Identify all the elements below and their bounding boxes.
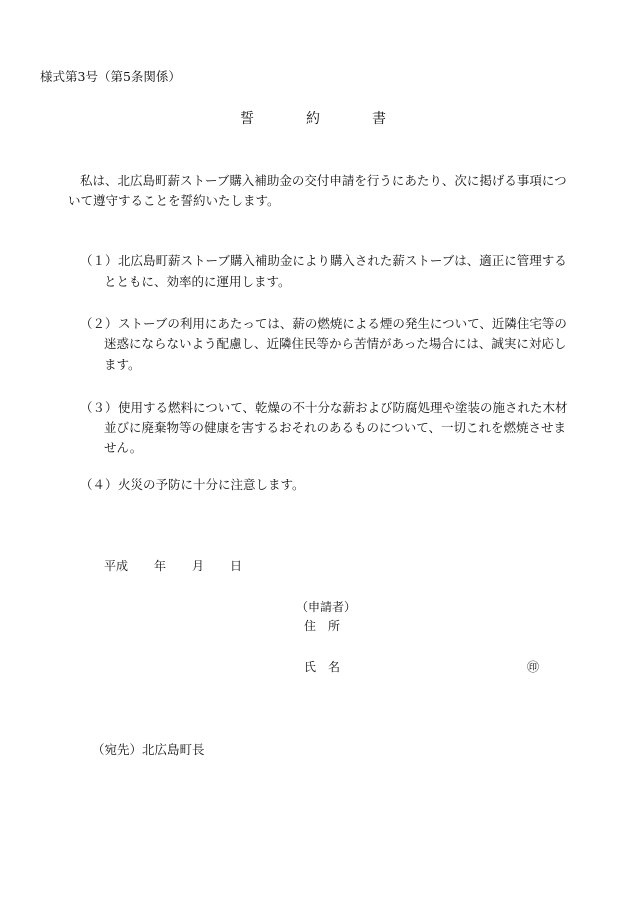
item-2-line-2: 迷惑にならないよう配慮し、近隣住民等から苦情があった場合には、誠実に対応し: [104, 336, 567, 351]
item-3-number: （３）: [80, 400, 118, 415]
item-3-line-2: 並びに廃棄物等の健康を害するおそれのあるものについて、一切これを燃焼させま: [104, 420, 567, 435]
addressee: （宛先）北広島町長: [92, 742, 205, 757]
name-label: 氏 名: [304, 660, 341, 674]
address-label: 住 所: [304, 619, 341, 633]
item-1-line-1: 北広島町薪ストーブ購入補助金により購入された薪ストーブは、適正に管理する: [118, 253, 567, 268]
seal-mark: ㊞: [527, 660, 540, 674]
intro-line-2: いて遵守することを誓約いたします。: [68, 193, 280, 208]
intro-line-1: 私は、北広島町薪ストーブ購入補助金の交付申請を行うにあたり、次に掲げる事項につ: [80, 173, 567, 188]
item-4-number: （４）: [80, 477, 118, 492]
date-month-label: 月: [192, 559, 205, 573]
item-3-line-1: 使用する燃料について、乾燥の不十分な薪および防腐処理や塗装の施された木材: [118, 400, 568, 415]
date-era: 平成: [104, 559, 129, 573]
item-1-number: （１）: [80, 253, 118, 268]
applicant-label: （申請者）: [296, 600, 357, 614]
item-3-line-3: せん。: [104, 440, 143, 455]
title-char-2: 約: [306, 111, 320, 127]
date-year-label: 年: [154, 559, 167, 573]
item-1-line-2: とともに、効率的に運用します。: [104, 274, 291, 289]
item-4-line-1: 火災の予防に十分に注意します。: [118, 477, 305, 492]
title-char-1: 誓: [240, 111, 254, 127]
title-char-3: 書: [372, 111, 386, 127]
form-number: 様式第3号（第5条関係）: [40, 69, 181, 84]
item-2-number: （２）: [80, 316, 118, 331]
date-day-label: 日: [230, 559, 243, 573]
item-2-line-3: ます。: [104, 357, 141, 372]
item-2-line-1: ストーブの利用にあたっては、薪の燃焼による煙の発生について、近隣住宅等の: [118, 316, 567, 331]
